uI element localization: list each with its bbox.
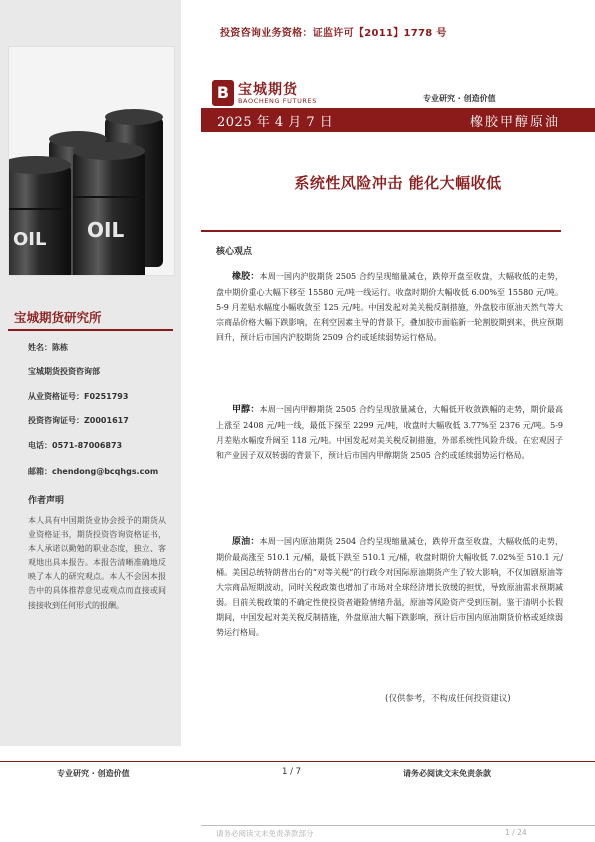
oil-barrels-illustration [9,47,174,275]
paragraph-methanol [216,402,563,463]
barrel-label-left: OIL [13,229,47,250]
consulting-number: 投资咨询证号：Z0001617 [28,416,129,425]
declaration-body: 本人具有中国期货业协会授予的期货从业资格证书，期货投资咨询资格证书，本人承诺以勤勉的职业态度，独立、客观地出具本报告。本报告清晰准确地反映了本人的研究观点。本人不会因本报告中的具体推荐意见或观点而直接或间接接收到任何形式的报酬。 [28,516,166,610]
qualification-number: 从业资格证号：F0251793 [28,392,129,401]
email: 邮箱：chendong@bcqhgs.com [28,467,159,476]
department: 宝城期货投资咨询部 [28,367,100,376]
barrel-label-center: OIL [87,218,125,242]
barrel-front-left [9,165,71,275]
secondary-footer-notice: 请务必阅读文末免责条款部分 [216,829,314,838]
license-text: 投资咨询业务资格：证监许可【2011】1778 号 [220,28,447,39]
brand-name-en: BAOCHENG FUTURES [238,97,317,105]
author-name: 姓名：陈栋 [28,343,68,352]
report-title: 系统性风险冲击 能化大幅收低 [294,174,502,192]
hero-image-oil-barrels [8,46,175,276]
paragraph-label: 甲醇： [232,405,260,415]
paragraph-label: 橡胶： [232,272,260,282]
footer-notice: 请务必阅读文末免责条款 [403,769,491,778]
disclaimer: (仅供参考，不构成任何投资建议) [385,694,511,704]
report-date: 2025 年 4 月 7 日 [217,115,334,130]
slogan: 专业研究 · 创造价值 [423,94,496,103]
core-view-heading: 核心观点 [216,247,253,257]
secondary-footer-rule [201,825,595,826]
report-banner [201,108,595,132]
paragraph-crude-oil [216,534,563,640]
secondary-page-number: 1 / 24 [505,828,527,837]
footer-slogan: 专业研究 · 创造价值 [57,769,130,778]
paragraph-text: 本周一国内原油期货 2504 合约呈现缩量减仓，跌停开盘至收盘，大幅收低的走势，期价最高涨至 510.1 元/桶，最低下跌至 510.1 元/桶，收盘时期价大幅收低 7.02%至 510.1 元/桶。美国总统特朗普出台的“对等关税”的行政令对国际原油期货产生了较大影响，不仅加剧原油等大宗商品短期波动，同时关税政策也增加了市场对全球经济增长放缓的担忧，导致原油需求预期减弱。目前关税政策的不确定性使投资者避险情绪升温，原油等风险资产受到压制。鉴于清明小长假期间，中国发起对美关税反制措施，外盘原油大幅下跌影响，预计后市国内原油期货价格或延续弱势运行格局。 [216,537,563,637]
sidebar-divider [8,329,173,331]
title-rule [201,230,561,232]
declaration-title: 作者声明 [28,496,65,506]
footer-rule [0,761,595,762]
brand-name-cn: 宝城期货 [238,82,298,98]
paragraph-rubber [216,269,563,345]
paragraph-text: 本周一国内甲醇期货 2505 合约呈现放量减仓，大幅低开收敛跌幅的走势，期价最高上涨至 2408 元/吨一线，最低下探至 2299 元/吨，收盘时大幅收低 3.77%至 2376 元/吨。5-9 月差贴水幅度升阔至 118 元/吨。中国发起对美关税反制措施，外部系统性风险升级。在宏观因子和产业因子双双转弱的背景下，预计后市国内甲醇期货 2505 合约或延续弱势运行格局。 [216,405,563,460]
paragraph-label: 原油： [232,537,260,547]
page-number: 1 / 7 [282,767,302,777]
brand-logo-icon: B [212,80,234,106]
phone: 电话：0571-87006873 [28,441,123,450]
research-institute-name: 宝城期货研究所 [14,310,102,325]
paragraph-text: 本周一国内沪胶期货 2505 合约呈现缩量减仓，跌停开盘至收盘，大幅收低的走势，盘中期价重心大幅下移至 15580 元/吨一线运行。收盘时期价大幅收低 6.00%至 15580 元/吨。5-9 月差贴水幅度小幅收敛至 125 元/吨。中国发起对美关税反制措施，外盘胶市原油天然气等大宗商品价格大幅下跌影响，在利空因素主导的背景下，叠加胶市面临新一轮割胶期到来，供应预期回升，预计后市国内沪胶期货 2509 合约或延续弱势运行格局。 [216,272,563,342]
report-topic: 橡胶甲醇原油 [470,115,561,130]
barrel-front-center [73,151,145,275]
